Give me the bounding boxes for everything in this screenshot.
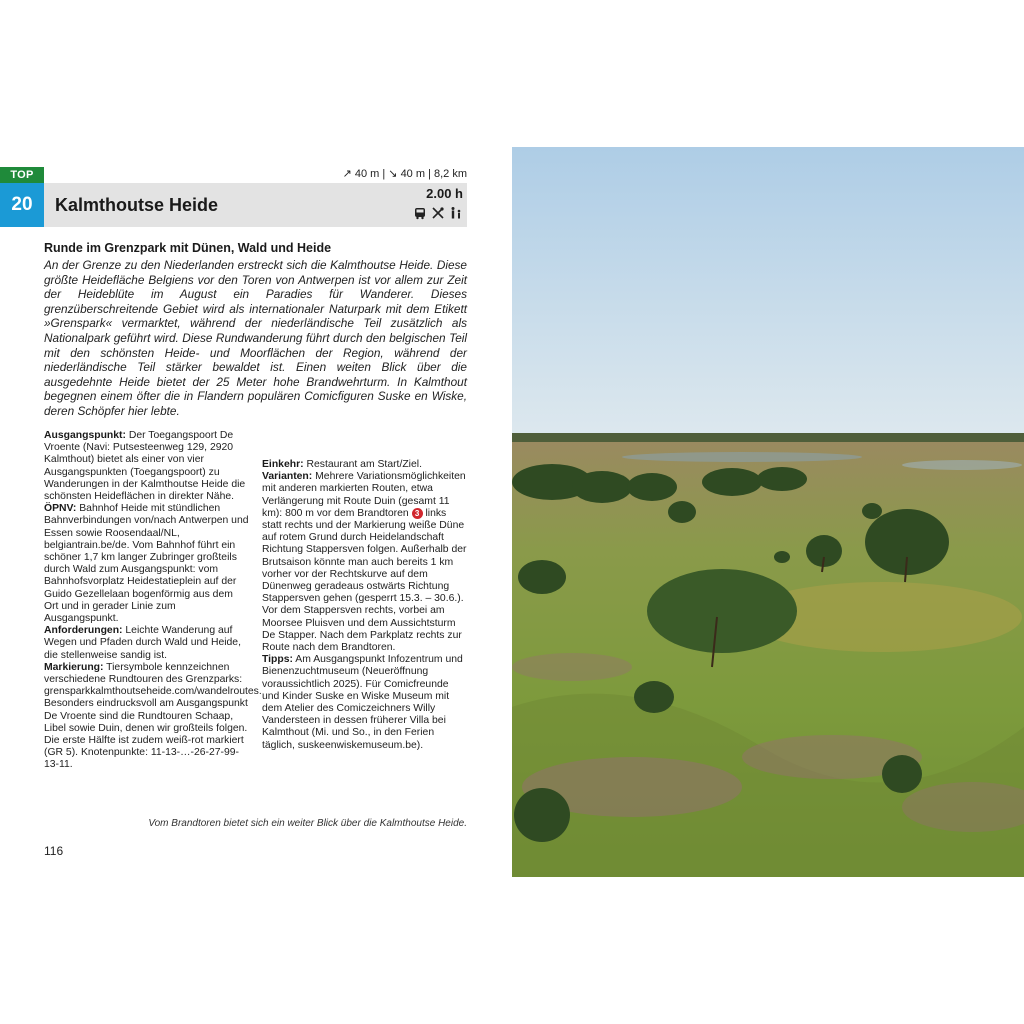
section-text: Leichte Wanderung auf Wegen und Pfaden durch Wald und Heide, die stellenweise sandig ist. (44, 625, 241, 661)
section-label: ÖPNV: (44, 503, 77, 515)
section-anforderungen (44, 625, 249, 662)
section-markierung (44, 661, 262, 772)
title-bar (44, 183, 467, 227)
section-tipps (262, 654, 467, 752)
heath-landscape-photo (512, 147, 1024, 877)
section-text: Mehrere Variationsmöglichkeiten mit anderen markierten Routen, etwa Verlängerung mit Route Duin (gesamt 11 km): 800 m vor dem Brandtoren (262, 471, 466, 519)
section-text: Am Ausgangspunkt Infozentrum und Bienenzuchtmuseum (Neueröffnung voraussichtlich 2025). Für Comicfreunde und Kinder Suske en Wiske Museum mit dem Atelier des Comiczeichners Willy Vandersteen in dessen früherer Villa bei Kalmthout (Mi. und So., in den Ferien täglich, suskeenwiskemuseum.be). (262, 654, 463, 751)
page-title: Kalmthoutse Heide (55, 195, 219, 215)
section-label: Anforderungen: (44, 625, 123, 637)
info-column-left (44, 430, 262, 772)
info-column-right (262, 459, 467, 752)
duration: 2.00 h (426, 186, 463, 201)
section-ausgangspunkt (44, 430, 249, 503)
page-number: 116 (44, 844, 64, 858)
tour-icons (413, 206, 463, 220)
section-label: Markierung: (44, 661, 104, 673)
section-einkehr (262, 459, 467, 471)
tour-number: 20 (0, 183, 44, 227)
tour-stats: ↗ 40 m | ↘ 40 m | 8,2 km (342, 168, 467, 180)
section-text: links statt rechts und der Markierung weiße Düne auf rotem Grund durch Heidelandschaft Richtung Stappersven folgen. Außerhalb der Brutsaison könnte man auch bereits 1 km vorher vor der Rechtskurve auf dem Dünenweg geradeaus ostwärts Richtung Stappersven gehen (gesperrt 15.3. – 30.6.). Vor dem Stappersven rechts, vorbei am Moorsee Pluisven und dem Aussichtsturm De Stapper. Nach dem Parkplatz rechts zur Route nach dem Brandtoren. (262, 507, 467, 654)
section-oepnv (44, 503, 249, 625)
section-label: Tipps: (262, 654, 293, 666)
intro-text: An der Grenze zu den Niederlanden erstreckt sich die Kalmthoutse Heide. Diese größte Heidefläche Belgiens vor den Toren von Antwerpen ist vor allem zur Zeit der Heideblüte im August ein Paradies für Wanderer. Dieses grenzüberschreitende Gebiet wird als internationaler Naturpark mit dem Etikett »Grenspark« vermarktet, während der niederländische Teil zusätzlich als Nationalpark geführt wird. Diese Rundwanderung führt durch den belgischen Teil mit den schönsten Heide- und Moorflächen der Region, während der niederländische Teil stärker bewaldet ist. Einen weiten Blick über die ausgedehnte Heide bietet der 25 Meter hohe Brandwehrturm. In Kalmthout begegnen einem öfter die in Flandern populären Comicfiguren Suske en Wiske, deren Schöpfer hier lebte. (44, 258, 467, 418)
section-text: Bahnhof Heide mit stündlichen Bahnverbindungen von/nach Antwerpen und Essen sowie Roosendaal/NL, belgiantrain.be/de. Vom Bahnhof führt ein schöner 1,7 km langer Zubringer großteils durch Wald zum Ausgangspunkt: vom Bahnhofsvorplatz Heidestatieplein auf der Guido Gezellelaan bogenförmig aus dem Ort und in gerader Linie zum Ausgangspunkt. (44, 503, 249, 625)
subtitle: Runde im Grenzpark mit Dünen, Wald und Heide (44, 241, 332, 255)
section-label: Einkehr: (262, 459, 304, 470)
photo-caption: Vom Brandtoren bietet sich ein weiter Blick über die Kalmthoutse Heide. (148, 818, 467, 829)
family-icon (449, 206, 463, 220)
top-badge: TOP (0, 167, 44, 183)
route-marker-3: 3 (412, 508, 423, 519)
restaurant-icon (431, 206, 445, 220)
section-text: Der Toegangspoort De Vroente (Navi: Putsesteenweg 129, 2920 Kalmthout) bietet als einer von vier Ausgangspunkten (Toegangspoort) zu Wanderungen in der Kalmthoutse Heide die schönsten Heideflächen in direkter Nähe. (44, 430, 246, 503)
section-text: Restaurant am Start/Ziel. (303, 459, 422, 470)
section-varianten (262, 471, 467, 654)
section-text: Tiersymbole kennzeichnen verschiedene Rundtouren des Grenzparks: grensparkkalmthoutseheide.com/wandelroutes. Besonders eindrucksvoll am Ausgangspunkt De Vroente sind die Rundtouren Schaap, Libel sowie Duin, denen wir großteils folgen. Die erste Hälfte ist zudem weiß-rot markiert (GR 5). Knotenpunkte: 11-13-…-26-27-99-13-11. (44, 661, 262, 771)
bus-icon (413, 206, 427, 220)
section-label: Varianten: (262, 471, 313, 483)
section-label: Ausgangspunkt: (44, 430, 126, 441)
